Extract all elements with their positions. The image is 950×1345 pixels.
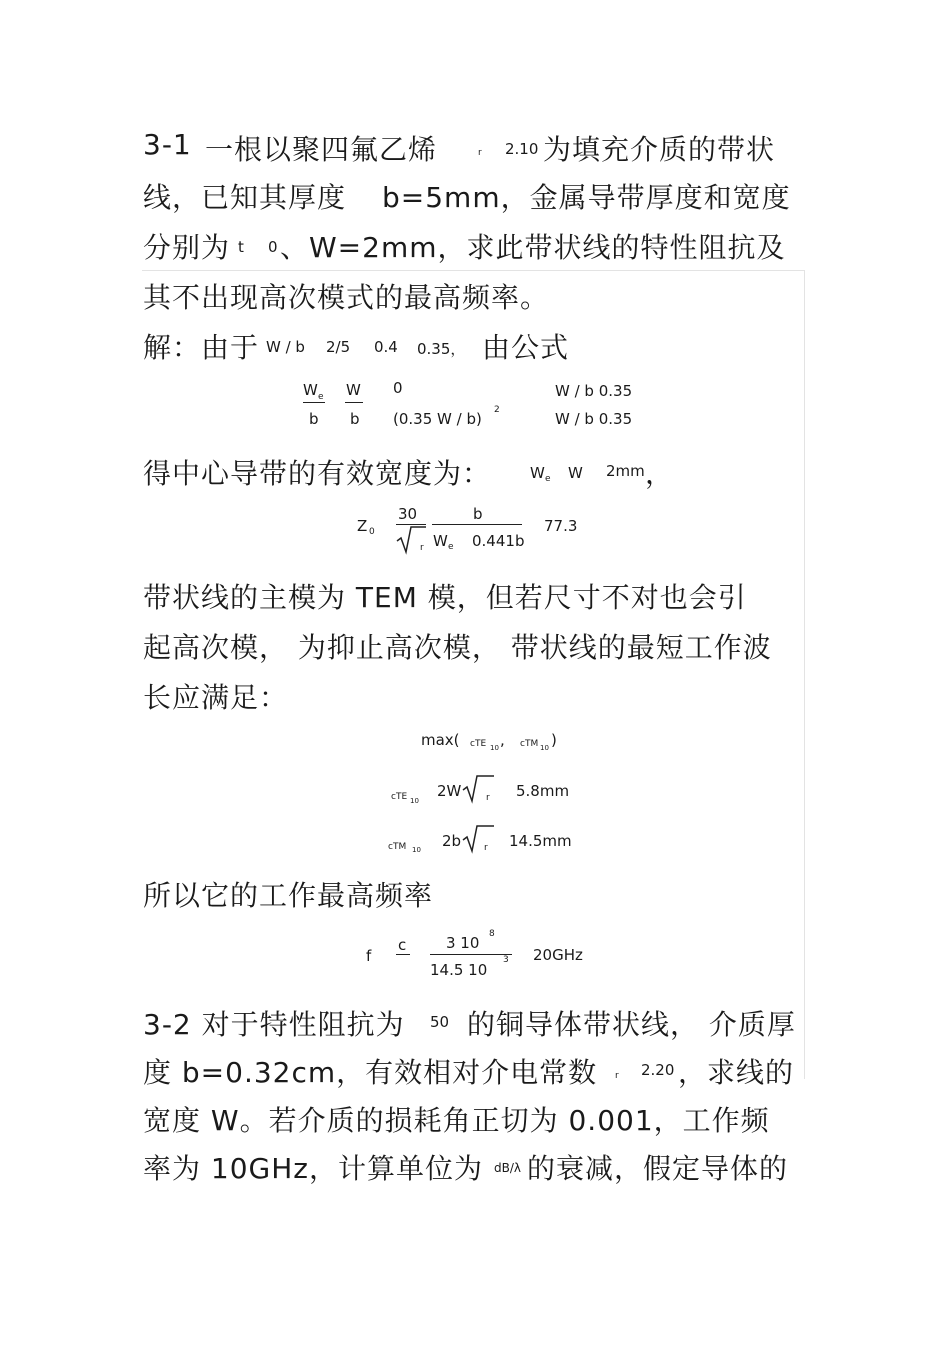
problem-3-1-line2-end: b=5mm，金属导带厚度和宽度 [382, 181, 791, 214]
problem-3-2-r-sub: r [615, 1071, 619, 1081]
eff-w: W [568, 464, 583, 482]
eq1-b2: b [350, 410, 360, 428]
eff-we: W [530, 464, 545, 482]
eq2-den-w-sub: e [448, 542, 454, 552]
problem-3-2-line1: 3-2 对于特性阻抗为 [143, 1008, 405, 1041]
paragraph-2-line1: 带状线的主模为 TEM 模，但若尺寸不对也会引 [143, 581, 747, 614]
eq1-case1: W / b 0.35 [555, 382, 633, 400]
eq1-fraction-bar-1 [303, 402, 325, 403]
eq2-z-sub: 0 [369, 527, 375, 537]
problem-3-1-line2: 线，已知其厚度 [143, 181, 347, 214]
problem-3-1-line1-end: 为填充介质的带状 [543, 133, 776, 166]
eq1-we-sub: e [318, 392, 324, 402]
effective-width-text: 得中心导带的有效宽度为： [143, 457, 492, 490]
ratio-value-3: 0.35， [417, 340, 466, 358]
eq2-z: Z [357, 517, 368, 535]
eq6-num: 3 10 [446, 934, 480, 952]
eq5-sqrt-symbol [462, 824, 494, 852]
eq4-r-sub: r [486, 793, 490, 803]
solution-tail: 由公式 [482, 331, 570, 364]
eq6-value: 20GHz [533, 946, 583, 964]
eq2-r-sub: r [420, 543, 424, 553]
eq6-c: c [398, 936, 407, 954]
eq6-dash [396, 954, 410, 955]
problem-3-1-number: 3-1 [143, 128, 192, 161]
eq5-value: 14.5mm [509, 832, 572, 850]
ratio-wb: W / b [266, 338, 305, 356]
eq1-w: W [346, 381, 361, 399]
problem-3-2-line2-end: ，求线的 [678, 1056, 795, 1089]
eq6-fraction-bar [430, 954, 512, 955]
epsilon-r-sub: r [478, 148, 482, 158]
eq4-value: 5.8mm [516, 782, 570, 800]
ratio-value-1: 2/5 [326, 338, 351, 356]
max-frequency-text: 所以它的工作最高频率 [143, 879, 434, 912]
eq2-fraction-bar-2 [432, 524, 522, 525]
thickness-t: t [238, 238, 244, 256]
eq4-cte: cTE [391, 792, 408, 802]
eq2-num-30: 30 [398, 505, 418, 523]
problem-3-2-line4-end: 的衰减，假定导体的 [527, 1152, 789, 1185]
eq1-square: 2 [494, 405, 500, 415]
eq3-ctm-sub: 10 [540, 744, 549, 752]
problem-3-2-epsilon: 2.20 [641, 1061, 675, 1079]
unit-db-per-lambda: dB/λ [494, 1161, 521, 1175]
eq5-ctm: cTM [388, 842, 407, 852]
problem-3-2-line4: 率为 10GHz，计算单位为 [143, 1152, 483, 1185]
thickness-zero: 0 [268, 238, 278, 256]
eq2-den-w: W [433, 532, 448, 550]
problem-3-1-line3-end: 、W=2mm，求此带状线的特性阻抗及 [280, 231, 786, 264]
paragraph-2-line3: 长应满足： [143, 681, 289, 714]
eq6-num-exp: 8 [489, 929, 495, 939]
problem-3-1-line1: 一根以聚四氟乙烯 [205, 133, 438, 166]
eq1-b1: b [309, 410, 319, 428]
eff-value: 2mm [606, 462, 645, 480]
eff-we-sub: e [545, 474, 551, 484]
eq2-value: 77.3 [544, 517, 578, 535]
epsilon-value: 2.10 [505, 140, 539, 158]
eq3-cte-sub: 10 [490, 744, 499, 752]
eq5-r-sub: r [484, 843, 488, 853]
eq1-zero: 0 [393, 379, 403, 397]
eq4-rhs: 2W [437, 782, 462, 800]
problem-3-2-line3: 宽度 W。若介质的损耗角正切为 0.001，工作频 [143, 1104, 770, 1137]
problem-3-1-line3: 分别为 [143, 231, 231, 264]
paragraph-2-line2: 起高次模， 为抑止高次模， 带状线的最短工作波 [143, 631, 772, 664]
eq1-expr: (0.35 W / b) [393, 410, 482, 428]
solution-label: 解：由于 [143, 331, 260, 364]
eq3-max: max( [421, 731, 460, 749]
problem-3-2-line1-end: 的铜导体带状线， 介质厚 [467, 1008, 796, 1041]
eq3-close: ) [551, 731, 557, 749]
eq3-cte: cTE [470, 739, 487, 749]
eq1-we: W [303, 381, 318, 399]
eq2-den-tail: 0.441b [472, 532, 525, 550]
eq1-fraction-bar-2 [345, 402, 363, 403]
eq5-ctm-sub: 10 [412, 846, 421, 854]
problem-3-2-line2: 度 b=0.32cm，有效相对介电常数 [143, 1056, 598, 1089]
eq3-ctm: cTM [520, 739, 539, 749]
ratio-value-2: 0.4 [374, 338, 398, 356]
eq6-f: f [366, 947, 372, 965]
eq2-num-b: b [473, 505, 483, 523]
eq6-den-exp: 3 [503, 955, 509, 965]
eq5-rhs: 2b [442, 832, 462, 850]
problem-3-1-line4: 其不出现高次模式的最高频率。 [143, 281, 550, 314]
eff-comma: ， [645, 457, 675, 490]
eq6-den: 14.5 10 [430, 961, 488, 979]
page-frame-border [142, 270, 805, 1079]
impedance-50: 50 [430, 1013, 450, 1031]
eq4-cte-sub: 10 [410, 797, 419, 805]
eq1-case2: W / b 0.35 [555, 410, 633, 428]
eq3-comma: , [500, 731, 505, 749]
